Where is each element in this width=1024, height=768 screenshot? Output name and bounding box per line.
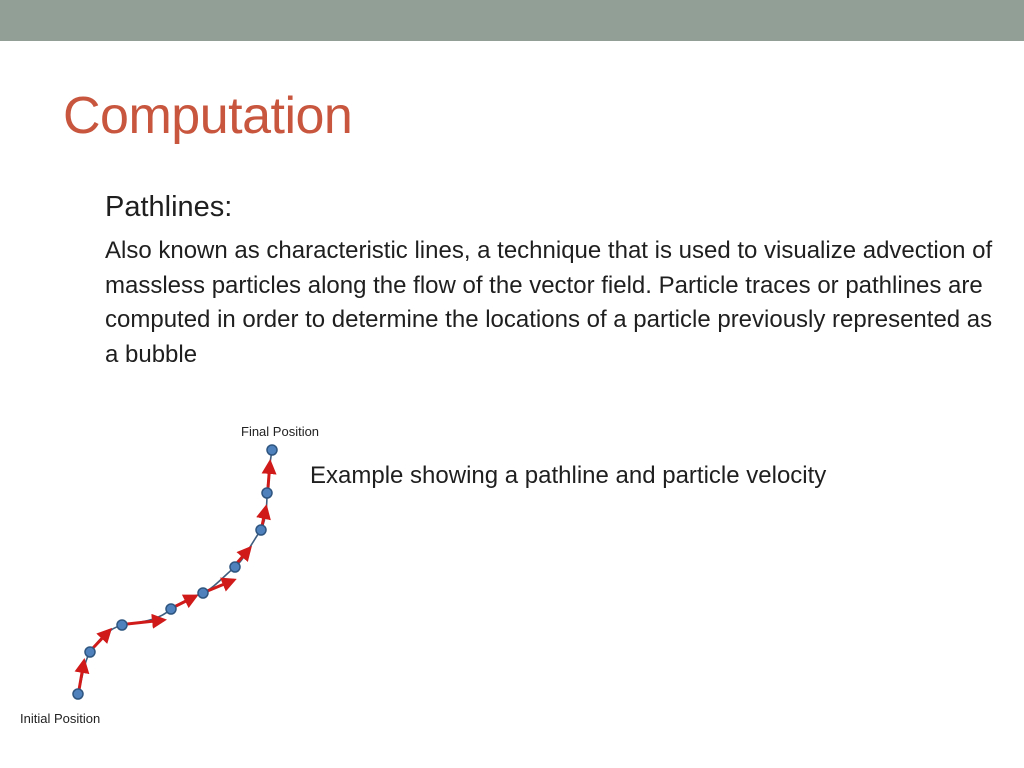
- velocity-arrow: [93, 630, 110, 648]
- velocity-arrows: [79, 462, 270, 690]
- slide-title: Computation: [63, 87, 353, 145]
- velocity-arrow: [237, 548, 250, 563]
- particle-point: [73, 689, 83, 699]
- velocity-arrow: [79, 661, 84, 690]
- particle-points: [73, 445, 277, 699]
- final-position-label: Final Position: [241, 424, 320, 439]
- velocity-arrow: [174, 596, 196, 607]
- pathline-curve: [78, 450, 272, 694]
- particle-point: [256, 525, 266, 535]
- initial-position-label: Initial Position: [20, 711, 101, 726]
- particle-point: [85, 647, 95, 657]
- top-bar: [0, 0, 1024, 41]
- particle-point: [166, 604, 176, 614]
- velocity-arrow: [268, 462, 270, 488]
- velocity-arrow: [262, 507, 266, 526]
- particle-point: [267, 445, 277, 455]
- particle-point: [117, 620, 127, 630]
- particle-point: [198, 588, 208, 598]
- subheading: Pathlines:: [105, 191, 233, 223]
- velocity-arrow: [127, 620, 164, 624]
- particle-point: [230, 562, 240, 572]
- diagram-caption: Example showing a pathline and particle velocity: [310, 462, 827, 489]
- particle-point: [262, 488, 272, 498]
- body-text: Also known as characteristic lines, a technique that is used to visualize advection of massless particles along the flow of the vector field. Particle traces or pathlines are computed in order to determine the locations of a particle previously represented as a bubble: [105, 237, 993, 368]
